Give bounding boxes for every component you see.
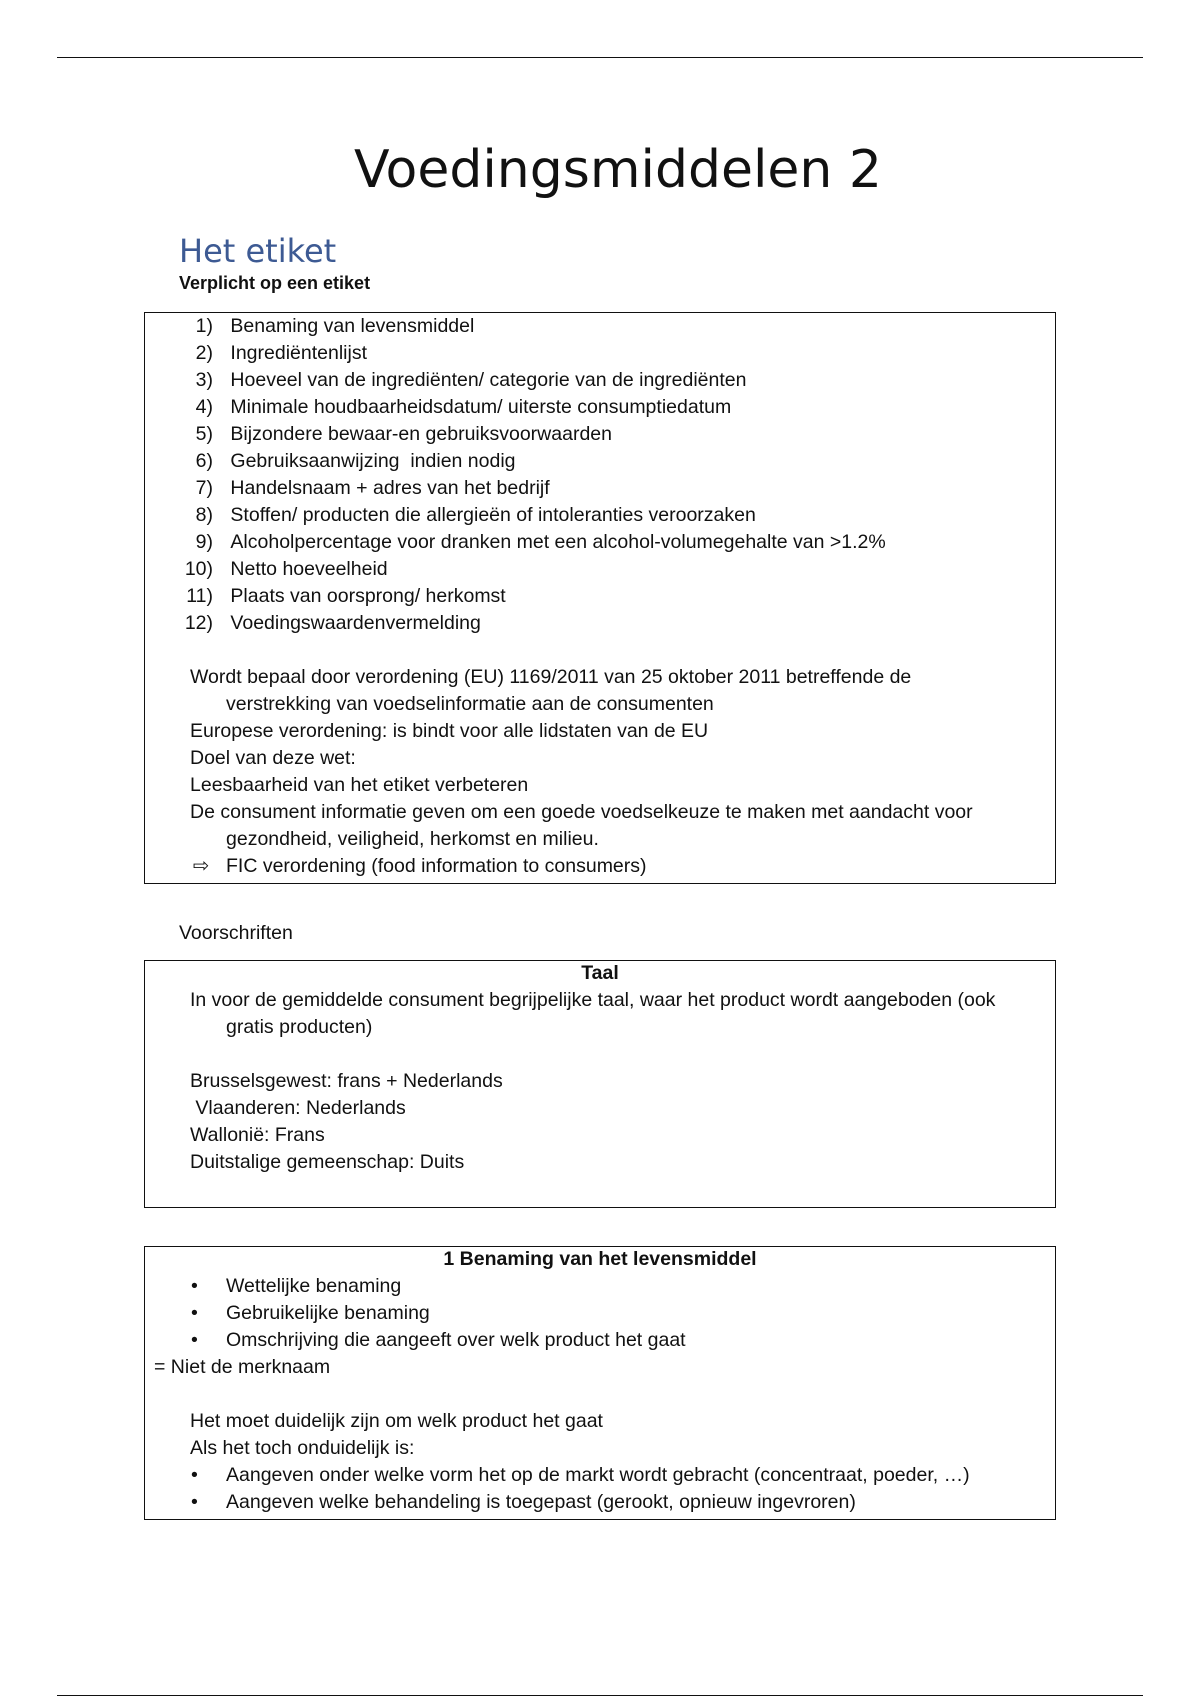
- item-number: 4): [195, 396, 213, 418]
- item-number: 9): [195, 531, 213, 553]
- item-text: Stoffen/ producten die allergieën of intoleranties veroorzaken: [230, 504, 756, 526]
- goal-information: De consument informatie geven om een goede voedselkeuze te maken met aandacht voor: [190, 801, 973, 823]
- region-german: Duitstalige gemeenschap: Duits: [190, 1151, 465, 1173]
- bullet-item: Aangeven onder welke vorm het op de markt wordt gebracht (concentraat, poeder, …): [226, 1464, 970, 1486]
- item-text: Hoeveel van de ingrediënten/ categorie van de ingrediënten: [230, 369, 747, 391]
- item-text: Voedingswaardenvermelding: [230, 612, 481, 634]
- required-items-box: [144, 312, 1056, 884]
- list-item: [177, 610, 481, 637]
- goal-label: Doel van deze wet:: [190, 747, 356, 769]
- arrow-icon: ⇨: [193, 855, 210, 877]
- bullet-item: Wettelijke benaming: [226, 1275, 402, 1297]
- voorschriften-label: Voorschriften: [179, 922, 293, 944]
- item-text: Benaming van levensmiddel: [230, 315, 475, 337]
- item-number: 6): [195, 450, 213, 472]
- not-brand-line: = Niet de merknaam: [154, 1356, 331, 1378]
- bullet-item: Gebruikelijke benaming: [226, 1302, 430, 1324]
- list-item: [177, 448, 516, 475]
- item-text: Minimale houdbaarheidsdatum/ uiterste consumptiedatum: [230, 396, 732, 418]
- benaming-heading: 1 Benaming van het levensmiddel: [443, 1248, 757, 1270]
- list-item: [177, 475, 550, 502]
- list-item: [177, 556, 388, 583]
- region-flanders: Vlaanderen: Nederlands: [190, 1097, 406, 1119]
- list-item: [177, 394, 731, 421]
- bullet-icon: •: [191, 1275, 198, 1297]
- item-number: 2): [195, 342, 213, 364]
- bullet-item: Aangeven welke behandeling is toegepast (gerookt, opnieuw ingevroren): [226, 1491, 856, 1513]
- taal-line-cont: gratis producten): [226, 1016, 373, 1038]
- taal-line: In voor de gemiddelde consument begrijpelijke taal, waar het product wordt aangeboden (ook: [190, 989, 996, 1011]
- regulation-line-cont: verstrekking van voedselinformatie aan de consumenten: [226, 693, 714, 715]
- page-title: Voedingsmiddelen 2: [354, 140, 882, 200]
- item-text: Gebruiksaanwijzing indien nodig: [230, 450, 516, 472]
- list-item: [177, 421, 612, 448]
- item-number: 12): [184, 612, 213, 634]
- regulation-eu-line: Europese verordening: is bindt voor alle lidstaten van de EU: [190, 720, 709, 742]
- region-brussels: Brusselsgewest: frans + Nederlands: [190, 1070, 503, 1092]
- item-text: Bijzondere bewaar-en gebruiksvoorwaarden: [230, 423, 612, 445]
- fic-line: FIC verordening (food information to consumers): [226, 855, 647, 877]
- regulation-line: Wordt bepaal door verordening (EU) 1169/2011 van 25 oktober 2011 betreffende de: [190, 666, 912, 688]
- item-text: Ingrediëntenlijst: [230, 342, 368, 364]
- subheading: Verplicht op een etiket: [179, 273, 371, 293]
- benaming-box: [144, 1246, 1056, 1520]
- bullet-item: Omschrijving die aangeeft over welk product het gaat: [226, 1329, 686, 1351]
- list-item: [177, 367, 746, 394]
- list-item: [177, 313, 474, 340]
- bullet-icon: •: [191, 1302, 198, 1324]
- goal-information-cont: gezondheid, veiligheid, herkomst en milieu.: [226, 828, 599, 850]
- item-text: Handelsnaam + adres van het bedrijf: [230, 477, 550, 499]
- item-text: Alcoholpercentage voor dranken met een alcohol-volumegehalte van >1.2%: [230, 531, 886, 553]
- bullet-icon: •: [191, 1491, 198, 1513]
- top-rule: [57, 57, 1143, 58]
- item-text: Netto hoeveelheid: [230, 558, 388, 580]
- item-number: 8): [195, 504, 213, 526]
- goal-readability: Leesbaarheid van het etiket verbeteren: [190, 774, 529, 796]
- item-text: Plaats van oorsprong/ herkomst: [230, 585, 506, 607]
- taal-box: [144, 960, 1056, 1208]
- bottom-rule: [57, 1695, 1143, 1696]
- item-number: 3): [195, 369, 213, 391]
- bullet-icon: •: [191, 1329, 198, 1351]
- section-heading: Het etiket: [179, 232, 337, 270]
- item-number: 10): [184, 558, 213, 580]
- item-number: 11): [186, 585, 213, 607]
- bullet-icon: •: [191, 1464, 198, 1486]
- region-wallonia: Wallonië: Frans: [190, 1124, 325, 1146]
- item-number: 1): [195, 315, 213, 337]
- taal-heading: Taal: [581, 962, 619, 984]
- unclear-line: Als het toch onduidelijk is:: [190, 1437, 415, 1459]
- list-item: [177, 529, 886, 556]
- item-number: 5): [195, 423, 213, 445]
- item-number: 7): [195, 477, 213, 499]
- list-item: [177, 340, 367, 367]
- list-item: [177, 583, 506, 610]
- clear-line: Het moet duidelijk zijn om welk product het gaat: [190, 1410, 603, 1432]
- list-item: [177, 502, 756, 529]
